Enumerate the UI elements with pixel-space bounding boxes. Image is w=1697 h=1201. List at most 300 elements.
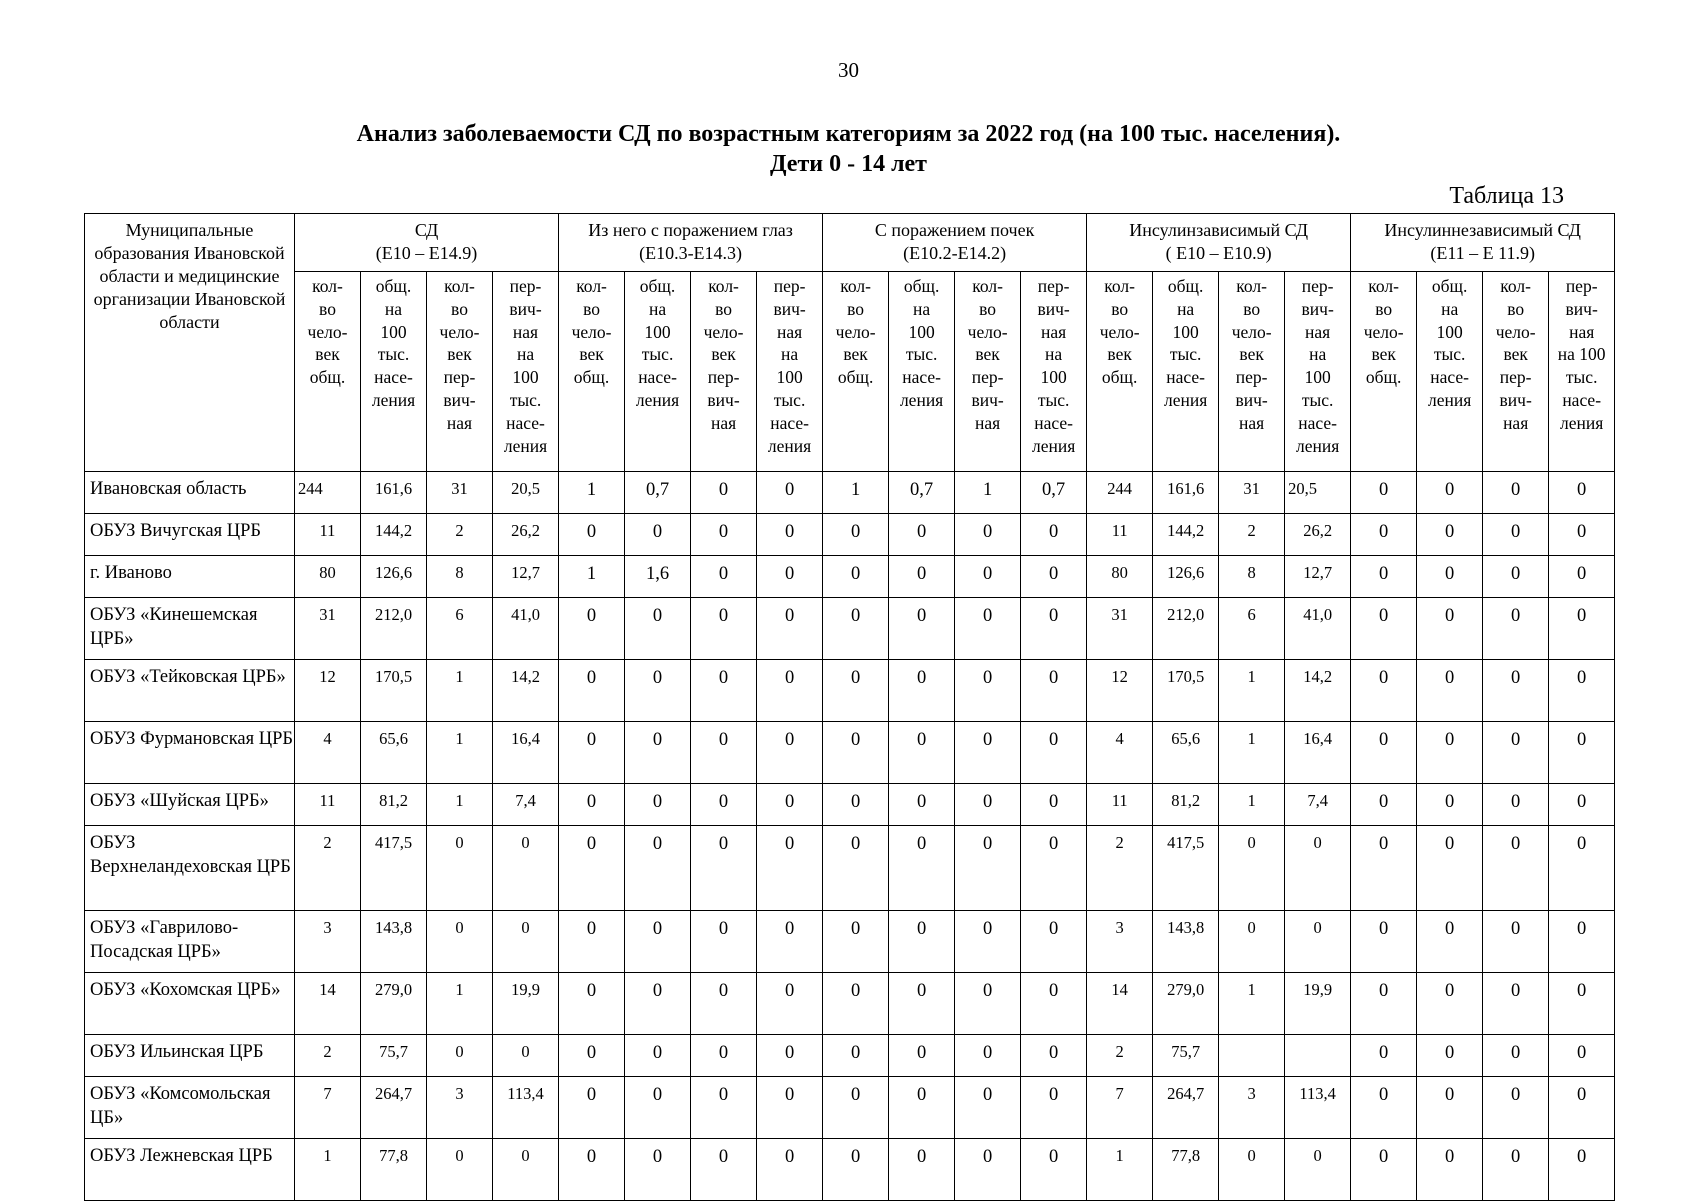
header-subcolumn-line: ная	[1305, 321, 1331, 342]
table-cell: 0	[823, 598, 889, 660]
header-subcolumn	[1219, 272, 1285, 472]
table-cell: 3	[1219, 1077, 1285, 1139]
header-subcolumn-line: ления	[899, 389, 944, 410]
header-subcolumn-line: тыс.	[509, 389, 542, 410]
table-cell: 1	[559, 556, 625, 598]
table-cell: 1	[1219, 973, 1285, 1035]
header-subcolumn-line: век	[315, 344, 340, 365]
header-group-code: (Е10.2-Е14.2)	[903, 243, 1007, 263]
header-subcolumn-line: пер-	[1037, 276, 1070, 296]
table-cell: 0	[1483, 784, 1549, 826]
header-group-name: Из него с поражением глаз	[588, 220, 793, 240]
table-cell: 0	[823, 1077, 889, 1139]
table-cell: 0	[1417, 826, 1483, 911]
header-subcolumn-line: ная	[512, 321, 539, 342]
table-cell: 0	[889, 973, 955, 1035]
header-subcolumn-line: чело-	[1363, 321, 1404, 342]
table-row	[85, 1077, 1615, 1139]
table-cell: 0	[427, 911, 493, 973]
header-subcolumn-line: тыс.	[1565, 367, 1598, 388]
header-subcolumn-line: кол-	[840, 276, 871, 296]
table-cell: 244	[1087, 472, 1153, 514]
header-subcolumn-line: кол-	[1500, 276, 1531, 296]
header-subcolumn-line: чело-	[439, 321, 480, 342]
table-cell: 0	[889, 826, 955, 911]
table-cell: 77,8	[361, 1139, 427, 1201]
header-subcolumn-line: вич-	[1301, 298, 1334, 319]
table-row	[85, 784, 1615, 826]
table-cell: 0	[757, 660, 823, 722]
header-subcolumn-line: насе-	[638, 367, 677, 388]
header-subcolumn-line: общ.	[1167, 276, 1204, 296]
table-cell: 0	[1351, 556, 1417, 598]
table-cell: 0	[1285, 826, 1351, 911]
table-cell: 0	[493, 1035, 559, 1077]
table-cell: 417,5	[361, 826, 427, 911]
header-subcolumn-line: насе-	[902, 367, 941, 388]
table-cell: 11	[295, 514, 361, 556]
table-cell: 0	[757, 1139, 823, 1201]
table-cell: 0	[1021, 514, 1087, 556]
header-subcolumn-line: пер-	[1565, 276, 1598, 296]
row-organization-name: ОБУЗ «Шуйская ЦРБ»	[85, 784, 295, 826]
header-subcolumn-line: пер-	[1301, 276, 1334, 296]
table-cell: 0	[625, 1035, 691, 1077]
header-subcolumn-line: век	[1371, 344, 1396, 365]
table-cell: 0	[889, 1139, 955, 1201]
header-subcolumn-line: чело-	[703, 321, 744, 342]
header-subcolumn-line: вич-	[773, 298, 806, 319]
table-cell: 0	[691, 1139, 757, 1201]
header-subcolumn-line: ления	[1164, 389, 1208, 410]
header-subcolumn-line: общ.	[1365, 367, 1402, 388]
table-cell: 65,6	[361, 722, 427, 784]
table-cell: 0	[1417, 472, 1483, 514]
header-subcolumn	[427, 272, 493, 472]
header-subcolumn-line: ления	[503, 435, 548, 456]
table-cell: 0	[691, 911, 757, 973]
table-cell: 12,7	[493, 556, 559, 598]
header-subcolumn-line: на	[1441, 298, 1459, 319]
row-organization-name: ОБУЗ «Гаврилово-Посадская ЦРБ»	[85, 911, 295, 973]
table-cell: 0	[1351, 1139, 1417, 1201]
header-subcolumn-line: вич-	[443, 389, 476, 410]
row-organization-name: ОБУЗ Вичугская ЦРБ	[85, 514, 295, 556]
table-cell: 0,7	[889, 472, 955, 514]
header-subcolumn	[295, 272, 361, 472]
table-cell: 0	[823, 660, 889, 722]
header-subcolumn	[361, 272, 427, 472]
table-cell: 0	[1549, 911, 1615, 973]
table-cell: 26,2	[493, 514, 559, 556]
table-cell: 0	[1021, 556, 1087, 598]
header-subcolumn-line: во	[1507, 298, 1525, 319]
header-subcolumn-line: век	[1239, 344, 1264, 365]
table-cell: 2	[1087, 1035, 1153, 1077]
row-organization-name: ОБУЗ Верхнеландеховская ЦРБ	[85, 826, 295, 911]
table-cell: 16,4	[493, 722, 559, 784]
table-cell: 0	[1219, 1139, 1285, 1201]
header-subcolumn-line: на	[913, 298, 931, 319]
header-subcolumn-line: вич-	[509, 298, 542, 319]
table-cell: 0	[691, 826, 757, 911]
table-cell: 0	[427, 826, 493, 911]
header-group-name: СД	[414, 220, 439, 240]
table-cell: 0	[559, 660, 625, 722]
header-subcolumn-line: век	[1503, 344, 1528, 365]
header-subcolumn-line: на	[384, 298, 403, 319]
table-cell: 0	[1549, 514, 1615, 556]
table-cell: 1	[559, 472, 625, 514]
table-cell: 0	[955, 1139, 1021, 1201]
header-subcolumn-line: во	[451, 298, 468, 319]
table-cell: 0	[1417, 1035, 1483, 1077]
table-cell: 14	[1087, 973, 1153, 1035]
title-line-2: Дети 0 - 14 лет	[770, 151, 927, 177]
table-cell: 0	[1021, 826, 1087, 911]
table-cell: 4	[1087, 722, 1153, 784]
table-cell: 0	[955, 911, 1021, 973]
table-cell: 0	[889, 784, 955, 826]
table-cell: 14,2	[1285, 660, 1351, 722]
table-cell: 264,7	[361, 1077, 427, 1139]
table-cell: 0	[1417, 556, 1483, 598]
table-cell: 75,7	[1153, 1035, 1219, 1077]
table-cell: 0	[955, 784, 1021, 826]
header-subcolumn-line: век	[579, 344, 604, 365]
header-subcolumn	[559, 272, 625, 472]
header-subcolumn-line: кол-	[1368, 276, 1399, 296]
header-subcolumn-line: на	[781, 344, 799, 365]
table-cell: 0	[1351, 722, 1417, 784]
table-cell: 0	[1483, 514, 1549, 556]
header-subcolumn-line: кол-	[1104, 276, 1135, 296]
header-subcolumn-line: на	[648, 298, 667, 319]
table-cell: 0	[889, 598, 955, 660]
table-cell: 0	[757, 784, 823, 826]
table-cell: 279,0	[1153, 973, 1219, 1035]
header-subcolumn-line: ления	[635, 389, 680, 410]
header-subcolumn	[955, 272, 1021, 472]
table-cell: 0	[625, 784, 691, 826]
table-cell: 0	[1549, 826, 1615, 911]
table-cell: 0	[823, 514, 889, 556]
table-cell: 11	[1087, 784, 1153, 826]
header-subcolumn-line: 100	[908, 321, 935, 342]
table-cell: 0	[1549, 1139, 1615, 1201]
table-cell: 0	[1549, 722, 1615, 784]
header-subcolumn-line: чело-	[967, 321, 1008, 342]
header-subcolumn-line: чело-	[307, 321, 348, 342]
header-subcolumn-line: общ.	[1431, 276, 1468, 296]
header-subcolumn-line: во	[583, 298, 600, 319]
table-cell: 1	[427, 722, 493, 784]
header-group-name: Инсулинзависимый СД	[1129, 220, 1308, 240]
table-cell: 11	[295, 784, 361, 826]
table-cell: 0	[691, 973, 757, 1035]
header-subcolumn-line: насе-	[1034, 412, 1073, 433]
row-organization-name: ОБУЗ Фурмановская ЦРБ	[85, 722, 295, 784]
header-subcolumn	[691, 272, 757, 472]
row-organization-name: Ивановская область	[85, 472, 295, 514]
row-organization-name: ОБУЗ Ильинская ЦРБ	[85, 1035, 295, 1077]
header-subcolumn-line: на	[1309, 344, 1327, 365]
table-cell: 0	[757, 911, 823, 973]
table-cell: 0	[559, 1139, 625, 1201]
header-subcolumn	[1021, 272, 1087, 472]
header-group-code: (Е11 – Е 11.9)	[1430, 243, 1535, 263]
page-number: 30	[838, 58, 859, 82]
table-cell: 0	[1351, 514, 1417, 556]
table-cell: 0	[625, 598, 691, 660]
table-cell: 0	[691, 1035, 757, 1077]
header-subcolumn-line: век	[843, 344, 868, 365]
table-row	[85, 660, 1615, 722]
header-subcolumn-line: ления	[371, 389, 416, 410]
table-cell: 0	[1351, 660, 1417, 722]
table-cell: 65,6	[1153, 722, 1219, 784]
table-cell: 113,4	[493, 1077, 559, 1139]
table-cell: 0	[691, 722, 757, 784]
table-cell: 0	[1351, 911, 1417, 973]
header-group-name: Инсулиннезависимый СД	[1384, 220, 1581, 240]
table-cell: 6	[1219, 598, 1285, 660]
header-subcolumn-line: чело-	[835, 321, 876, 342]
table-cell: 0	[1483, 598, 1549, 660]
table-cell: 0	[757, 722, 823, 784]
table-cell: 7,4	[1285, 784, 1351, 826]
table-cell: 212,0	[361, 598, 427, 660]
row-organization-name: г. Иваново	[85, 556, 295, 598]
table-cell: 1	[1087, 1139, 1153, 1201]
header-subcolumn	[493, 272, 559, 472]
table-cell: 0	[1483, 1077, 1549, 1139]
header-subcolumn-line: 100	[1172, 321, 1199, 342]
table-cell: 0	[1285, 1139, 1351, 1201]
header-municipality: Муниципальные образования Ивановской области и медицинские организации Ивановской области	[85, 214, 295, 472]
header-subcolumn-line: во	[979, 298, 997, 319]
table-cell: 0	[955, 826, 1021, 911]
table-cell: 161,6	[1153, 472, 1219, 514]
header-group	[1351, 214, 1615, 272]
table-cell: 0	[691, 1077, 757, 1139]
header-subcolumn-line: ления	[1031, 435, 1076, 456]
table-cell: 0	[823, 1139, 889, 1201]
header-subcolumn-line: вич-	[707, 389, 740, 410]
table-cell: 0	[1549, 556, 1615, 598]
header-subcolumn	[1549, 272, 1615, 472]
table-cell: 0	[559, 973, 625, 1035]
header-subcolumn-line: на	[1045, 344, 1063, 365]
table-cell: 0	[823, 826, 889, 911]
table-cell: 0	[1417, 784, 1483, 826]
header-subcolumn	[1351, 272, 1417, 472]
table-cell	[1219, 1035, 1285, 1077]
table-cell: 113,4	[1285, 1077, 1351, 1139]
table-cell: 0	[1021, 784, 1087, 826]
table-cell: 0	[889, 1035, 955, 1077]
header-subcolumn-line: ная	[710, 412, 737, 433]
table-cell: 1	[1219, 722, 1285, 784]
table-cell: 12	[1087, 660, 1153, 722]
header-subcolumn-line: во	[715, 298, 732, 319]
row-organization-name: ОБУЗ «Кохомская ЦРБ»	[85, 973, 295, 1035]
header-group	[1087, 214, 1351, 272]
table-cell: 0	[823, 722, 889, 784]
header-subcolumn-line: кол-	[312, 276, 343, 296]
table-cell: 0	[1549, 660, 1615, 722]
table-cell: 0	[559, 826, 625, 911]
table-cell: 2	[295, 1035, 361, 1077]
table-cell: 0	[1021, 1139, 1087, 1201]
table-cell: 14	[295, 973, 361, 1035]
table-cell: 0	[889, 556, 955, 598]
table-cell: 0	[1483, 1035, 1549, 1077]
header-subcolumn-line: чело-	[1495, 321, 1536, 342]
header-subcolumn-line: тыс.	[1301, 389, 1334, 410]
table-cell: 0	[757, 826, 823, 911]
header-subcolumn	[1153, 272, 1219, 472]
table-cell: 0	[955, 514, 1021, 556]
table-cell: 0	[823, 973, 889, 1035]
table-cell: 0	[1021, 660, 1087, 722]
table-cell: 144,2	[1153, 514, 1219, 556]
table-cell: 0	[1549, 973, 1615, 1035]
row-organization-name: ОБУЗ «Кинешемская ЦРБ»	[85, 598, 295, 660]
table-cell: 126,6	[1153, 556, 1219, 598]
table-cell: 0	[1021, 722, 1087, 784]
table-cell: 0	[1417, 911, 1483, 973]
header-subcolumn-line: общ.	[837, 367, 874, 388]
header-subcolumn-line: во	[1375, 298, 1393, 319]
table-cell: 0	[1549, 1035, 1615, 1077]
table-cell: 0	[625, 722, 691, 784]
header-subcolumn-line: кол-	[444, 276, 475, 296]
row-organization-name: ОБУЗ «Тейковская ЦРБ»	[85, 660, 295, 722]
table-cell: 0	[691, 472, 757, 514]
table-cell: 0	[889, 911, 955, 973]
header-subcolumn-line: насе-	[506, 412, 545, 433]
table-cell: 0	[493, 911, 559, 973]
table-cell: 0	[889, 722, 955, 784]
table-cell: 19,9	[1285, 973, 1351, 1035]
table-cell: 143,8	[1153, 911, 1219, 973]
header-subcolumn-line: общ.	[1101, 367, 1138, 388]
document-title	[0, 119, 1697, 179]
table-cell: 0	[955, 1035, 1021, 1077]
table-row	[85, 911, 1615, 973]
table-cell: 20,5	[1285, 472, 1351, 514]
table-cell: 8	[1219, 556, 1285, 598]
table-cell: 4	[295, 722, 361, 784]
table-row	[85, 973, 1615, 1035]
table-cell: 16,4	[1285, 722, 1351, 784]
header-subcolumn	[823, 272, 889, 472]
table-cell: 0	[625, 826, 691, 911]
header-group	[823, 214, 1087, 272]
table-cell: 0	[1351, 1035, 1417, 1077]
table-cell: 0	[1351, 973, 1417, 1035]
table-cell: 0	[955, 556, 1021, 598]
title-line-1: Анализ заболеваемости СД по возрастным категориям за 2022 год (на 100 тыс. населения).	[356, 121, 1341, 147]
table-cell: 0	[427, 1035, 493, 1077]
header-subcolumn-line: ная	[975, 412, 1001, 433]
table-cell: 0	[1021, 598, 1087, 660]
header-subcolumn-line: век	[711, 344, 736, 365]
header-subcolumn-line: 100	[512, 367, 539, 388]
table-cell: 0	[625, 973, 691, 1035]
table-cell: 0	[1483, 1139, 1549, 1201]
header-subcolumn-line: ления	[767, 435, 812, 456]
header-subcolumn-line: век	[447, 344, 472, 365]
table-cell	[1285, 1035, 1351, 1077]
table-cell: 81,2	[1153, 784, 1219, 826]
header-group-code: (Е10 – Е14.9)	[375, 243, 478, 263]
header-subcolumn-line: ления	[1296, 435, 1340, 456]
table-cell: 417,5	[1153, 826, 1219, 911]
header-subcolumn-line: насе-	[770, 412, 809, 433]
header-subcolumn-line: 100	[1436, 321, 1463, 342]
table-cell: 0	[493, 1139, 559, 1201]
row-organization-name: ОБУЗ «Комсомольская ЦБ»	[85, 1077, 295, 1139]
header-subcolumn-line: ная	[1041, 321, 1067, 342]
table-cell: 0	[1483, 911, 1549, 973]
header-subcolumn-line: на	[516, 344, 535, 365]
header-subcolumn	[889, 272, 955, 472]
table-cell: 0	[1021, 973, 1087, 1035]
header-subcolumn-line: насе-	[1166, 367, 1205, 388]
header-subcolumn-line: кол-	[708, 276, 739, 296]
table-cell: 0	[1549, 784, 1615, 826]
table-cell: 0	[559, 514, 625, 556]
header-subcolumn-line: кол-	[972, 276, 1003, 296]
table-cell: 0	[757, 1035, 823, 1077]
table-cell: 7	[295, 1077, 361, 1139]
table-cell: 126,6	[361, 556, 427, 598]
header-subcolumn-line: во	[1243, 298, 1261, 319]
header-subcolumn-line: 100	[1040, 367, 1067, 388]
table-cell: 1	[427, 660, 493, 722]
table-cell: 279,0	[361, 973, 427, 1035]
table-cell: 0	[625, 911, 691, 973]
table-cell: 0	[1417, 514, 1483, 556]
table-cell: 0	[691, 556, 757, 598]
table-cell: 0	[559, 784, 625, 826]
table-cell: 0	[1483, 826, 1549, 911]
header-subcolumn-line: чело-	[1231, 321, 1272, 342]
header-subcolumn-line: ления	[1560, 412, 1604, 433]
table-cell: 0	[757, 1077, 823, 1139]
table-cell: 0	[955, 598, 1021, 660]
header-subcolumn-line: тыс.	[377, 344, 410, 365]
table-cell: 0	[1021, 1035, 1087, 1077]
header-subcolumn-line: пер-	[443, 367, 476, 388]
table-cell: 0	[559, 1077, 625, 1139]
header-subcolumn	[757, 272, 823, 472]
header-subcolumn-line: насе-	[374, 367, 413, 388]
table-cell: 0	[1483, 973, 1549, 1035]
header-group-name: С поражением почек	[874, 220, 1035, 240]
table-cell: 0	[1417, 1139, 1483, 1201]
table-cell: 20,5	[493, 472, 559, 514]
header-subcolumn	[1285, 272, 1351, 472]
table-cell: 0	[1021, 911, 1087, 973]
table-cell: 0	[1483, 660, 1549, 722]
table-cell: 0	[955, 722, 1021, 784]
table-cell: 0	[757, 556, 823, 598]
header-subcolumn-line: тыс.	[1169, 344, 1202, 365]
table-cell: 0	[955, 660, 1021, 722]
